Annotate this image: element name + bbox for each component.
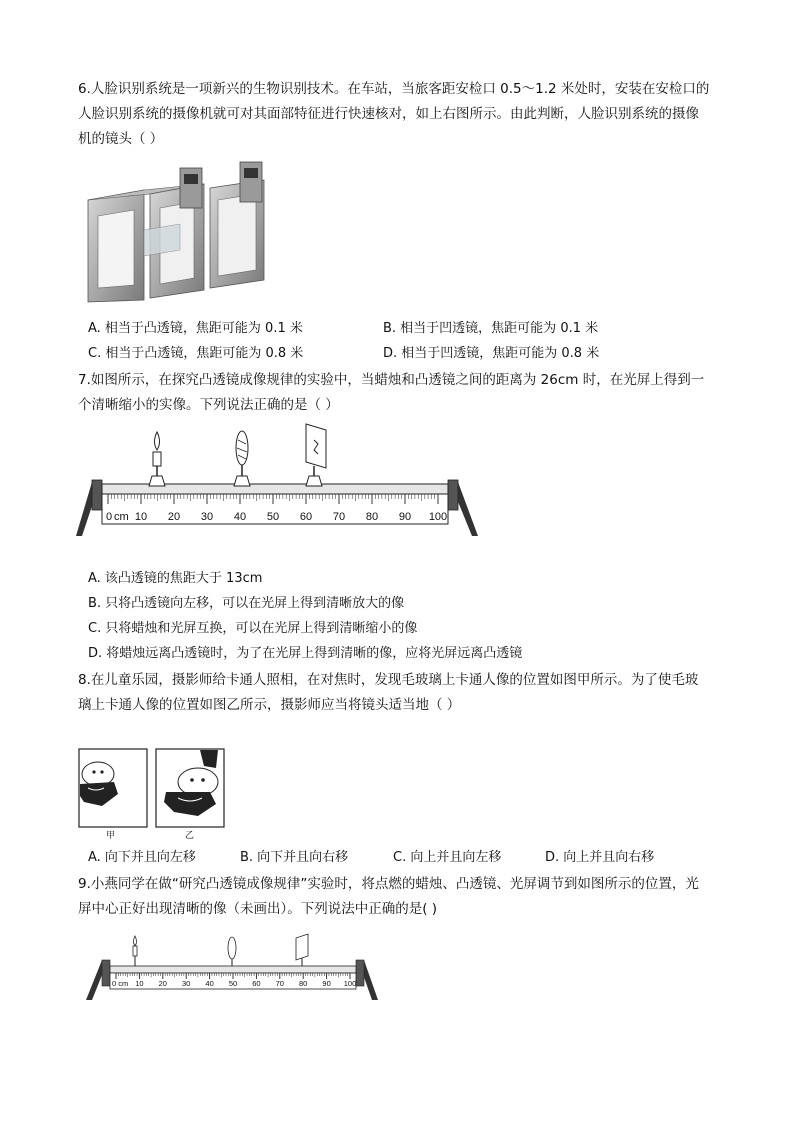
q7-option-b[interactable]: B. 只将凸透镜向左移，可以在光屏上得到清晰放大的像: [88, 596, 405, 611]
q9-ruler-tick-label: 90: [322, 979, 331, 988]
convex-lens-icon: [234, 431, 250, 486]
label-jia: 甲: [106, 830, 116, 840]
q6-option-c[interactable]: C. 相当于凸透镜，焦距可能为 0.8 米: [88, 346, 304, 361]
q9-ruler-tick-label: 20: [158, 979, 167, 988]
q9-ruler-tick-label: 70: [275, 979, 284, 988]
q8-line-2: 璃上卡通人像的位置如图乙所示，摄影师应当将镜头适当地（ ）: [78, 697, 461, 713]
q7-option-c[interactable]: C. 只将蜡烛和光屏互换，可以在光屏上得到清晰缩小的像: [88, 621, 418, 636]
q8-frosted-glass-figures: [78, 748, 228, 840]
q7-option-a[interactable]: A. 该凸透镜的焦距大于 13cm: [88, 571, 263, 586]
q9-ruler-tick-label: 60: [252, 979, 261, 988]
q8-option-b[interactable]: B. 向下并且向右移: [240, 850, 349, 865]
q9-ruler-tick-label: 50: [228, 979, 238, 988]
q7-optical-bench-diagram: [74, 418, 484, 543]
candle-icon: [133, 936, 137, 966]
q9-ruler-tick-label: 100: [343, 979, 357, 988]
q7-ruler-tick-label: 30: [200, 511, 214, 523]
q9-optical-bench-diagram: [82, 930, 382, 1002]
q7-ruler-tick-label: 90: [398, 511, 412, 523]
q7-ruler-tick-label: 40: [233, 511, 247, 523]
q7-ruler-tick-label: 50: [266, 511, 280, 523]
q7-ruler-tick-label: 80: [365, 511, 379, 523]
q6-line-3: 机的镜头（ ）: [78, 131, 164, 147]
candle-icon: [149, 432, 165, 486]
q9-ruler-tick-label: 30: [182, 979, 191, 988]
face-recognition-gate-image: [84, 160, 274, 305]
q9-line-1: 9.小燕同学在做“研究凸透镜成像规律”实验时，将点燃的蜡烛、凸透镜、光屏调节到如图所示的位置，光: [78, 876, 699, 892]
q7-ruler-tick-label: 10: [134, 511, 148, 523]
q6-option-d[interactable]: D. 相当于凹透镜，焦距可能为 0.8 米: [383, 346, 600, 361]
q9-line-2: 屏中心正好出现清晰的像（未画出）。下列说法中正确的是( ): [78, 901, 438, 917]
q7-ruler-tick-label: 70: [332, 511, 346, 523]
q9-ruler-tick-label: 80: [299, 979, 308, 988]
q6-line-1: 6.人脸识别系统是一项新兴的生物识别技术。在车站，当旅客距安检口 0.5～1.2 米处时，安装在安检口的: [78, 81, 710, 97]
q7-ruler-tick-label: 60: [299, 511, 313, 523]
q7-ruler-zero-label: 0: [106, 511, 113, 523]
q7-ruler-tick-label: 20: [167, 511, 181, 523]
q8-option-c[interactable]: C. 向上并且向左移: [393, 850, 502, 865]
q7-option-d[interactable]: D. 将蜡烛远离凸透镜时，为了在光屏上得到清晰的像，应将光屏远离凸透镜: [88, 646, 523, 661]
q7-ruler-tick-label: 100: [428, 511, 448, 523]
q6-line-2: 人脸识别系统的摄像机就可对其面部特征进行快速核对，如上右图所示。由此判断，人脸识别系统的摄像: [78, 106, 699, 122]
q9-ruler-tick-label: 40: [205, 979, 214, 988]
label-yi: 乙: [185, 830, 195, 840]
q8-option-a[interactable]: A. 向下并且向左移: [88, 850, 196, 865]
q6-option-a[interactable]: A. 相当于凸透镜，焦距可能为 0.1 米: [88, 321, 303, 336]
convex-lens-icon: [228, 937, 236, 966]
light-screen-icon: [306, 424, 326, 486]
light-screen-icon: [296, 934, 308, 966]
q7-line-2: 个清晰缩小的实像。下列说法正确的是（ ）: [78, 397, 339, 413]
q9-ruler-first: 0 cm: [112, 979, 129, 988]
q8-line-1: 8.在儿童乐园，摄影师给卡通人照相，在对焦时，发现毛玻璃上卡通人像的位置如图甲所示。为了使毛玻: [78, 672, 699, 688]
q6-option-b[interactable]: B. 相当于凹透镜，焦距可能为 0.1 米: [383, 321, 599, 336]
q8-option-d[interactable]: D. 向上并且向右移: [545, 850, 655, 865]
q9-ruler-tick-label: 10: [135, 979, 144, 988]
q7-line-1: 7.如图所示，在探究凸透镜成像规律的实验中，当蜡烛和凸透镜之间的距离为 26cm 时，在光屏上得到一: [78, 372, 705, 388]
q7-ruler-unit: cm: [114, 511, 129, 523]
